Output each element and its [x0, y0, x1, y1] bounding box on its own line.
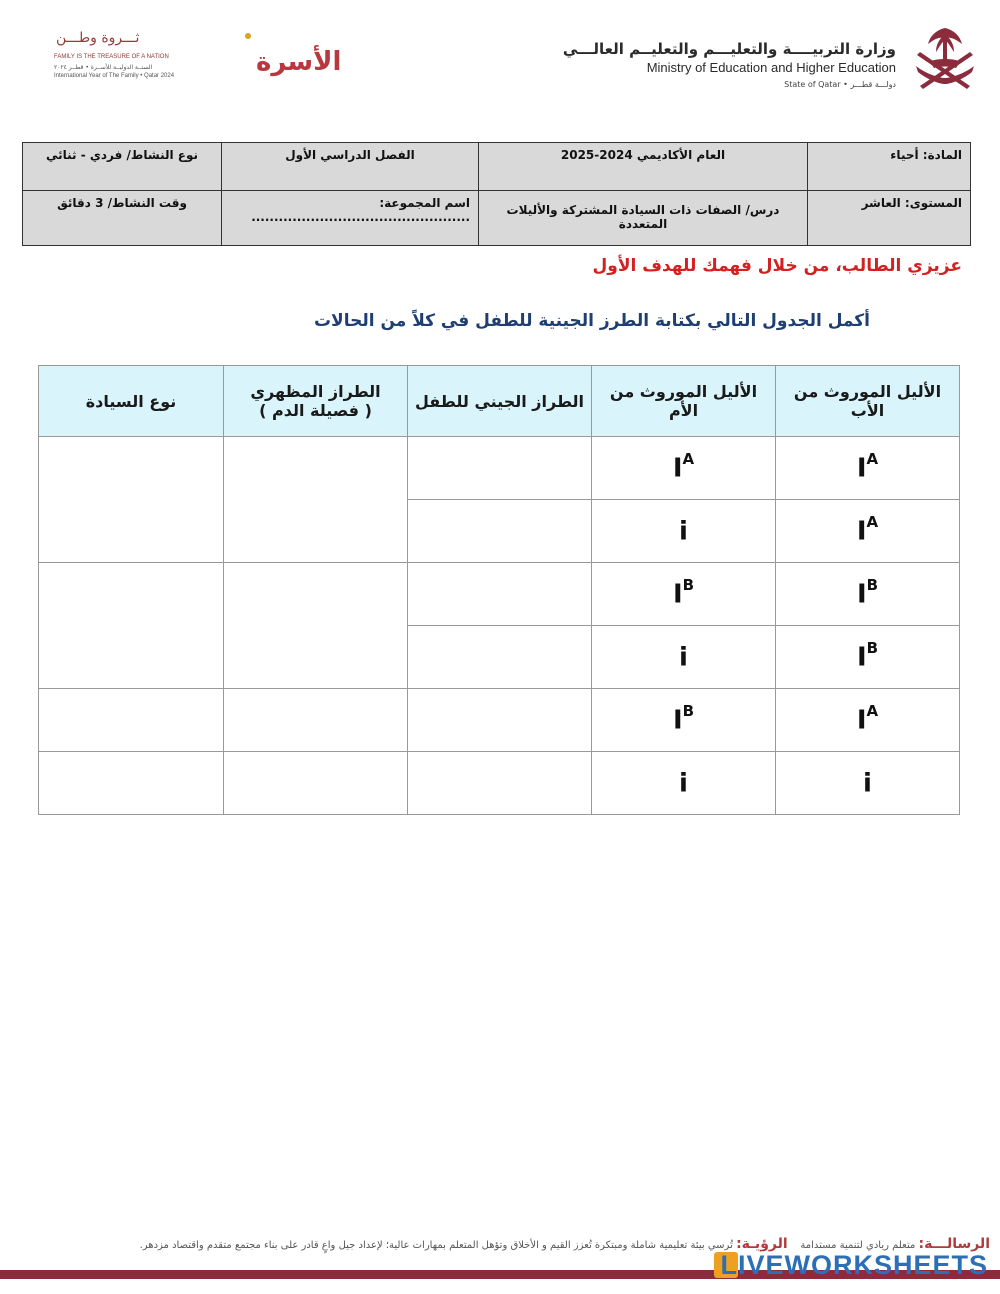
- family-year-english: International Year of The Family • Qatar 2024: [54, 73, 175, 79]
- table-row: [39, 689, 960, 752]
- dominance-type-input[interactable]: [39, 563, 224, 689]
- family-year-logo: [52, 20, 342, 90]
- ministry-arabic-name: وزارة التربيــــة والتعليـــم والتعليــم العالـــي: [562, 40, 896, 58]
- header-phenotype-line1: الطراز المظهري: [250, 382, 381, 401]
- child-genotype-input[interactable]: [408, 752, 592, 815]
- liveworksheets-brand: LIVEWORKSHEETS: [720, 1250, 988, 1280]
- level-cell: المستوى: العاشر: [808, 191, 971, 246]
- group-name-cell[interactable]: اسم المجموعة: ................................................: [222, 191, 479, 246]
- header-father-allele: الأليل الموروث من الأب: [776, 366, 960, 437]
- family-logo-mark-text: الأسرة: [256, 47, 342, 77]
- instruction-heading: أكمل الجدول التالي بكتابة الطرز الجينية للطفل في كلاً من الحالات: [313, 311, 870, 331]
- mission-text: متعلم ريادي لتنمية مستدامة: [800, 1240, 916, 1251]
- family-logo-mark: [190, 24, 342, 86]
- table-row: [39, 752, 960, 815]
- mother-allele-cell: i: [592, 626, 776, 689]
- lesson-cell: درس/ الصفات ذات السيادة المشتركة والأليلات المتعددة: [479, 191, 808, 246]
- dominance-type-input[interactable]: [39, 437, 224, 563]
- genotype-table: [38, 365, 960, 815]
- family-tagline-arabic: ثـــروة وطـــن: [56, 30, 140, 46]
- header-mother-allele: الأليل الموروث من الأم: [592, 366, 776, 437]
- family-year-arabic: السنــة الدوليــة للأســرة • قطــر ٢٠٢٤: [54, 64, 153, 71]
- family-tagline-english: FAMILY IS THE TREASURE OF A NATION: [54, 54, 169, 60]
- vision-text: تُرسي بيئة تعليمية شاملة ومبتكرة تُعزز القيم و الأخلاق وتؤهل المتعلم بمهارات عالية؛ لإعداد جيل واعٍ قادر على بناء مجتمع متقدم واقتصاد مزدهر.: [139, 1240, 733, 1251]
- mother-allele-cell: $I^A$: [592, 437, 776, 500]
- info-row: [23, 191, 971, 246]
- page-footer: [0, 1222, 1000, 1294]
- dominance-type-input[interactable]: [39, 752, 224, 815]
- mission-label: الرسالـــة:: [918, 1236, 990, 1252]
- child-genotype-input[interactable]: [408, 500, 592, 563]
- header-child-genotype: الطراز الجيني للطفل: [408, 366, 592, 437]
- table-row: [39, 437, 960, 500]
- year-cell: العام الأكاديمي 2024-2025: [479, 143, 808, 191]
- semester-cell: الفصل الدراسي الأول: [222, 143, 479, 191]
- child-genotype-input[interactable]: [408, 563, 592, 626]
- father-allele-cell: $I^A$: [776, 437, 960, 500]
- phenotype-input[interactable]: [224, 563, 408, 689]
- vision-label: الرؤيـة:: [736, 1236, 788, 1252]
- father-allele-cell: $I^B$: [776, 626, 960, 689]
- ministry-header: [562, 18, 980, 98]
- header-phenotype: [224, 366, 408, 437]
- header-phenotype-line2: ( فصيلة الدم ): [259, 401, 372, 420]
- father-allele-cell: $I^A$: [776, 500, 960, 563]
- child-genotype-input[interactable]: [408, 689, 592, 752]
- info-table: [22, 142, 971, 246]
- mother-allele-cell: $I^B$: [592, 689, 776, 752]
- table-row: [39, 563, 960, 626]
- subject-cell: المادة: أحياء: [808, 143, 971, 191]
- ministry-english-name: Ministry of Education and Higher Education: [646, 60, 896, 75]
- dominance-type-input[interactable]: [39, 689, 224, 752]
- mother-allele-cell: i: [592, 752, 776, 815]
- qatar-emblem-icon: [910, 22, 980, 96]
- child-genotype-input[interactable]: [408, 626, 592, 689]
- child-genotype-input[interactable]: [408, 437, 592, 500]
- state-label: State of Qatar • دولـــة قطـــر: [784, 80, 896, 89]
- table-header-row: [39, 366, 960, 437]
- header-dominance-type: نوع السيادة: [39, 366, 224, 437]
- activity-time-cell: وقت النشاط/ 3 دقائق: [23, 191, 222, 246]
- intro-heading: عزيزي الطالب، من خلال فهمك للهدف الأول: [592, 256, 962, 276]
- phenotype-input[interactable]: [224, 437, 408, 563]
- mother-allele-cell: $I^B$: [592, 563, 776, 626]
- father-allele-cell: $I^A$: [776, 689, 960, 752]
- activity-type-cell: نوع النشاط/ فردي - ثنائي: [23, 143, 222, 191]
- phenotype-input[interactable]: [224, 689, 408, 752]
- father-allele-cell: i: [776, 752, 960, 815]
- mother-allele-cell: i: [592, 500, 776, 563]
- phenotype-input[interactable]: [224, 752, 408, 815]
- info-row: [23, 143, 971, 191]
- father-allele-cell: $I^B$: [776, 563, 960, 626]
